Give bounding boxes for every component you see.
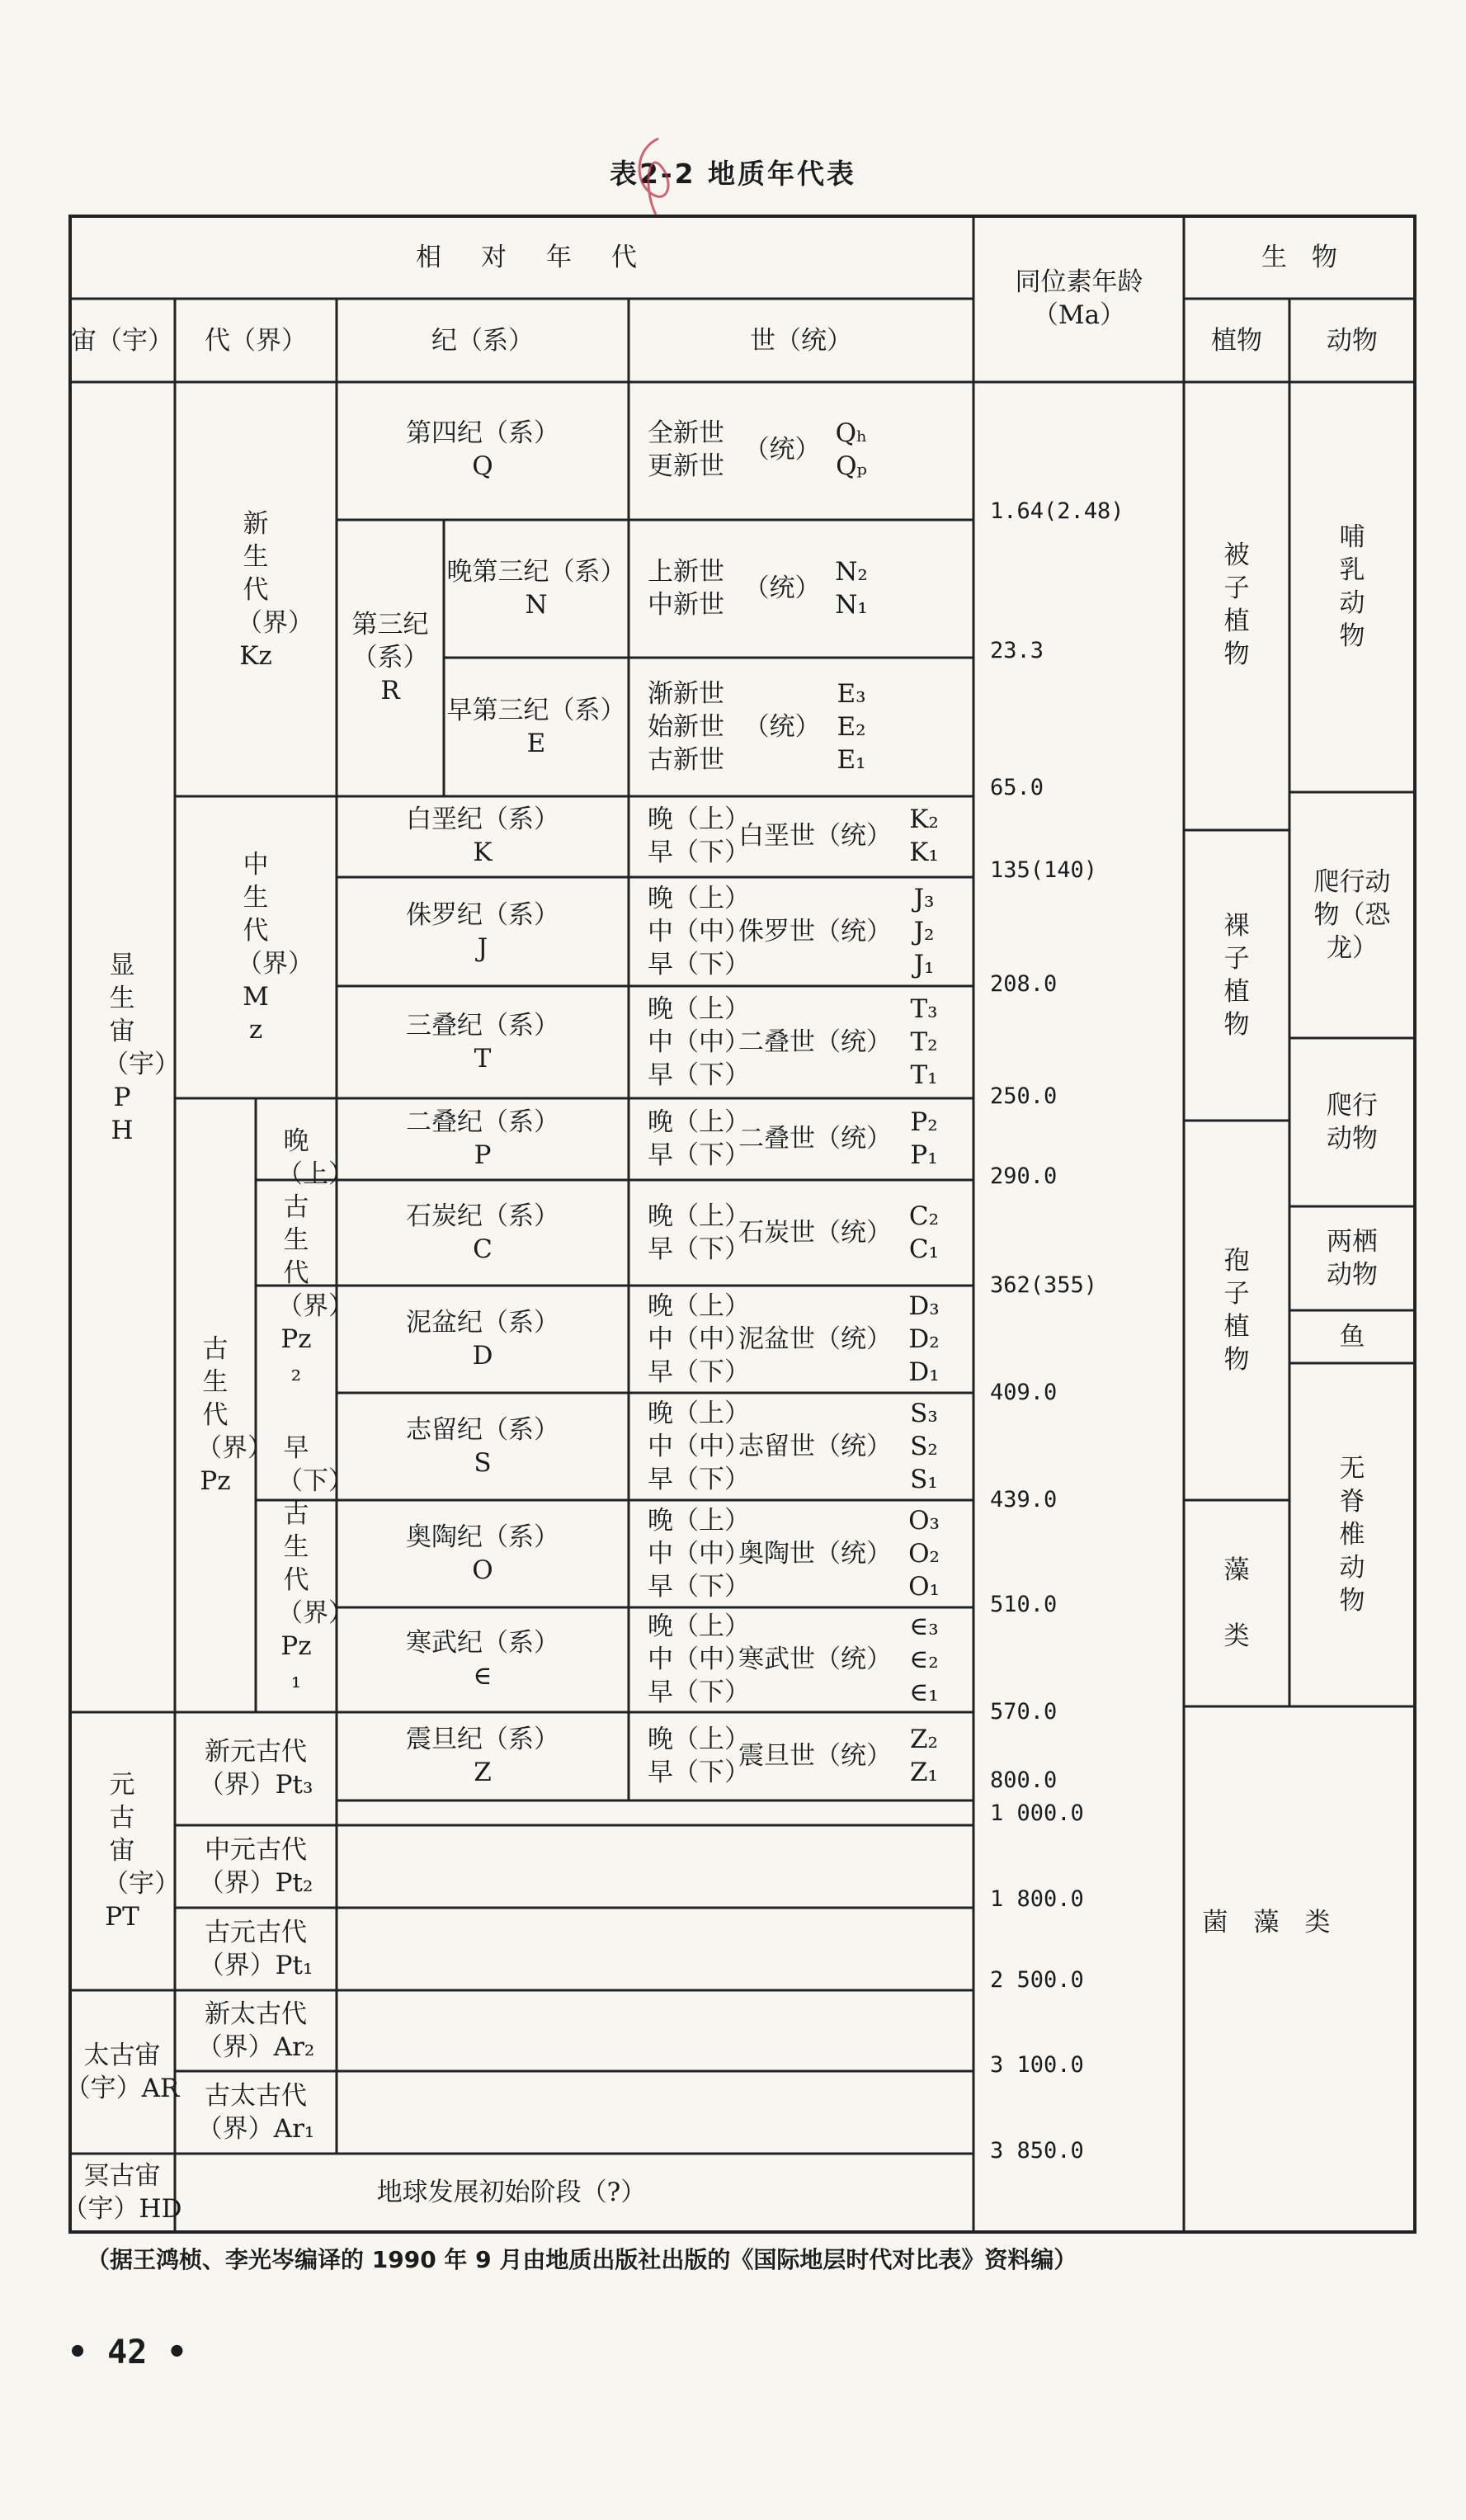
epoch-stages: 晚（上） 中（中） 早（下）: [648, 884, 750, 979]
epoch-stages: 上新世 中新世: [648, 557, 724, 620]
period-name: 志留纪（系） S: [406, 1415, 559, 1478]
period-name: 震旦纪（系） Z: [406, 1725, 559, 1787]
period-name: 泥盆纪（系） D: [406, 1308, 559, 1371]
page-number: • 42 •: [68, 2334, 187, 2371]
epoch-series: 志留世（统）: [738, 1432, 892, 1461]
isotope-age: 65.0: [990, 775, 1044, 800]
era-late-paleozoic: 晚（上）古生代（界）Pz₂: [277, 1126, 354, 1387]
epoch-codes: N₂ N₁: [835, 557, 868, 620]
epoch-codes: K₂ K₁: [909, 805, 939, 867]
epoch-codes: ∈₃ ∈₂ ∈₁: [909, 1612, 939, 1707]
plant-group: 藻类: [1223, 1555, 1250, 1651]
isotope-age: 2 500.0: [990, 1967, 1084, 1993]
eon-phanerozoic: 显生宙（宇）PH: [103, 951, 180, 1145]
period-name: 白垩纪（系） K: [406, 805, 559, 867]
plant-group: 裸子植物: [1223, 911, 1250, 1040]
era-paleozoic: 古生代（界）Pz: [196, 1334, 273, 1496]
epoch-series: （统）: [743, 435, 821, 465]
era-mesozoic: 中生代（界）Mz: [237, 850, 313, 1045]
era-paleoarchean: 古太古代 （界）Ar₁: [196, 2081, 315, 2144]
isotope-age: 135(140): [990, 857, 1098, 883]
header-period: 纪（系）: [431, 326, 534, 356]
epoch-codes: O₃ O₂ O₁: [908, 1506, 940, 1602]
epoch-codes: T₃ T₂ T₁: [910, 994, 938, 1090]
header-epoch: 世（统）: [750, 326, 852, 356]
isotope-age: 3 850.0: [990, 2138, 1084, 2164]
era-mesoproterozoic: 中元古代 （界）Pt₂: [198, 1835, 313, 1898]
animal-group: 两栖动物: [1327, 1227, 1378, 1290]
period-name: 奥陶纪（系） O: [406, 1522, 559, 1585]
epoch-stages: 晚（上） 中（中） 早（下）: [648, 994, 750, 1090]
period-name: 侏罗纪（系） J: [406, 900, 559, 963]
period-name: 晚第三纪（系） N: [446, 557, 626, 620]
plant-group: 被子植物: [1223, 540, 1250, 669]
epoch-codes: E₃ E₂ E₁: [837, 679, 866, 775]
source-note: （据王鸿桢、李光岑编译的 1990 年 9 月由地质出版社出版的《国际地层时代对比表》资料编）: [87, 2246, 1077, 2273]
isotope-age: 439.0: [990, 1487, 1058, 1512]
epoch-stages: 晚（上） 中（中） 早（下）: [648, 1612, 750, 1707]
epoch-codes: J₃ J₂ J₁: [913, 884, 935, 979]
isotope-age: 3 100.0: [990, 2052, 1084, 2078]
epoch-series: 寒武世（统）: [738, 1645, 892, 1674]
isotope-age: 409.0: [990, 1380, 1058, 1405]
header-isotope-age: 同位素年龄 （Ma）: [1015, 267, 1143, 330]
isotope-age: 570.0: [990, 1699, 1058, 1725]
eon-archean: 太古宙 （宇）AR: [64, 2041, 180, 2103]
eon-proterozoic: 元古宙（宇）PT: [103, 1770, 180, 1932]
epoch-series: （统）: [743, 573, 821, 603]
isotope-age: 250.0: [990, 1083, 1058, 1109]
era-cenozoic: 新生代（界）Kz: [237, 509, 313, 671]
animal-group: 鱼: [1339, 1322, 1365, 1352]
plant-group: 菌 藻 类: [1202, 1908, 1331, 1937]
epoch-series: 石炭世（统）: [738, 1218, 892, 1248]
epoch-series: 侏罗世（统）: [738, 917, 892, 946]
isotope-age: 1.64(2.48): [990, 498, 1124, 524]
epoch-codes: S₃ S₂ S₁: [910, 1399, 938, 1494]
epoch-series: 二叠世（统）: [738, 1027, 892, 1057]
isotope-age: 800.0: [990, 1767, 1058, 1793]
animal-group: 无脊椎动物: [1339, 1454, 1365, 1616]
epoch-codes: P₂ P₁: [910, 1107, 938, 1170]
period-name: 寒武纪（系） ∈: [406, 1628, 559, 1691]
isotope-age: 208.0: [990, 971, 1058, 997]
era-neoproterozoic: 新元古代 （界）Pt₃: [198, 1737, 313, 1800]
epoch-series: 白垩世（统）: [738, 821, 892, 851]
epoch-stages: 渐新世 始新世 古新世: [648, 679, 724, 775]
animal-group: 爬行动物: [1327, 1091, 1378, 1154]
epoch-stages: 晚（上） 中（中） 早（下）: [648, 1291, 750, 1387]
epoch-codes: Z₂ Z₁: [910, 1725, 938, 1787]
epoch-series: 二叠世（统）: [738, 1124, 892, 1154]
animal-group: 爬行动物（恐龙）: [1313, 867, 1391, 963]
eon-hadean: 冥古宙 （宇）HD: [62, 2161, 182, 2224]
period-tertiary: 第三纪（系）R: [351, 610, 429, 706]
animal-group: 哺乳动物: [1339, 522, 1365, 651]
epoch-codes: C₂ C₁: [908, 1201, 940, 1264]
header-biota: 生物: [1261, 243, 1362, 272]
isotope-age: 1 000.0: [990, 1800, 1084, 1826]
epoch-series: （统）: [743, 712, 821, 742]
epoch-codes: D₃ D₂ D₁: [908, 1291, 940, 1387]
period-name: 石炭纪（系） C: [406, 1201, 559, 1264]
isotope-age: 1 800.0: [990, 1886, 1084, 1912]
epoch-series: 震旦世（统）: [738, 1741, 892, 1771]
isotope-age: 362(355): [990, 1272, 1098, 1298]
period-name: 三叠纪（系） T: [406, 1011, 559, 1074]
period-name: 早第三纪（系） E: [446, 696, 626, 758]
era-paleoproterozoic: 古元古代 （界）Pt₁: [198, 1918, 313, 1980]
epoch-stages: 全新世 更新世: [648, 418, 724, 481]
table-title: 表2-2 地质年代表: [609, 158, 857, 190]
epoch-series: 泥盆世（统）: [738, 1324, 892, 1354]
period-name: 第四纪（系） Q: [406, 418, 559, 481]
isotope-age: 23.3: [990, 638, 1044, 663]
header-relative-age: 相对年代: [416, 243, 676, 272]
header-era: 代（界）: [205, 326, 307, 356]
hadean-stage: 地球发展初始阶段（?）: [376, 2178, 647, 2207]
isotope-age: 290.0: [990, 1163, 1058, 1189]
era-neoarchean: 新太古代 （界）Ar₂: [196, 1999, 315, 2062]
header-eon: 宙（宇）: [71, 326, 173, 356]
era-early-paleozoic: 早（下）古生代（界）Pz₁: [277, 1433, 354, 1694]
epoch-codes: Qₕ Qₚ: [835, 418, 868, 481]
header-animals: 动物: [1327, 326, 1378, 356]
header-plants: 植物: [1211, 326, 1262, 356]
epoch-stages: 晚（上） 中（中） 早（下）: [648, 1506, 750, 1602]
epoch-series: 奥陶世（统）: [738, 1539, 892, 1569]
epoch-stages: 晚（上） 早（下）: [648, 1107, 750, 1170]
epoch-stages: 晚（上） 中（中） 早（下）: [648, 1399, 750, 1494]
period-name: 二叠纪（系） P: [406, 1107, 559, 1170]
plant-group: 孢子植物: [1223, 1246, 1250, 1375]
isotope-age: 510.0: [990, 1592, 1058, 1617]
epoch-stages: 晚（上） 早（下）: [648, 1725, 750, 1787]
epoch-stages: 晚（上） 早（下）: [648, 805, 750, 867]
epoch-stages: 晚（上） 早（下）: [648, 1201, 750, 1264]
